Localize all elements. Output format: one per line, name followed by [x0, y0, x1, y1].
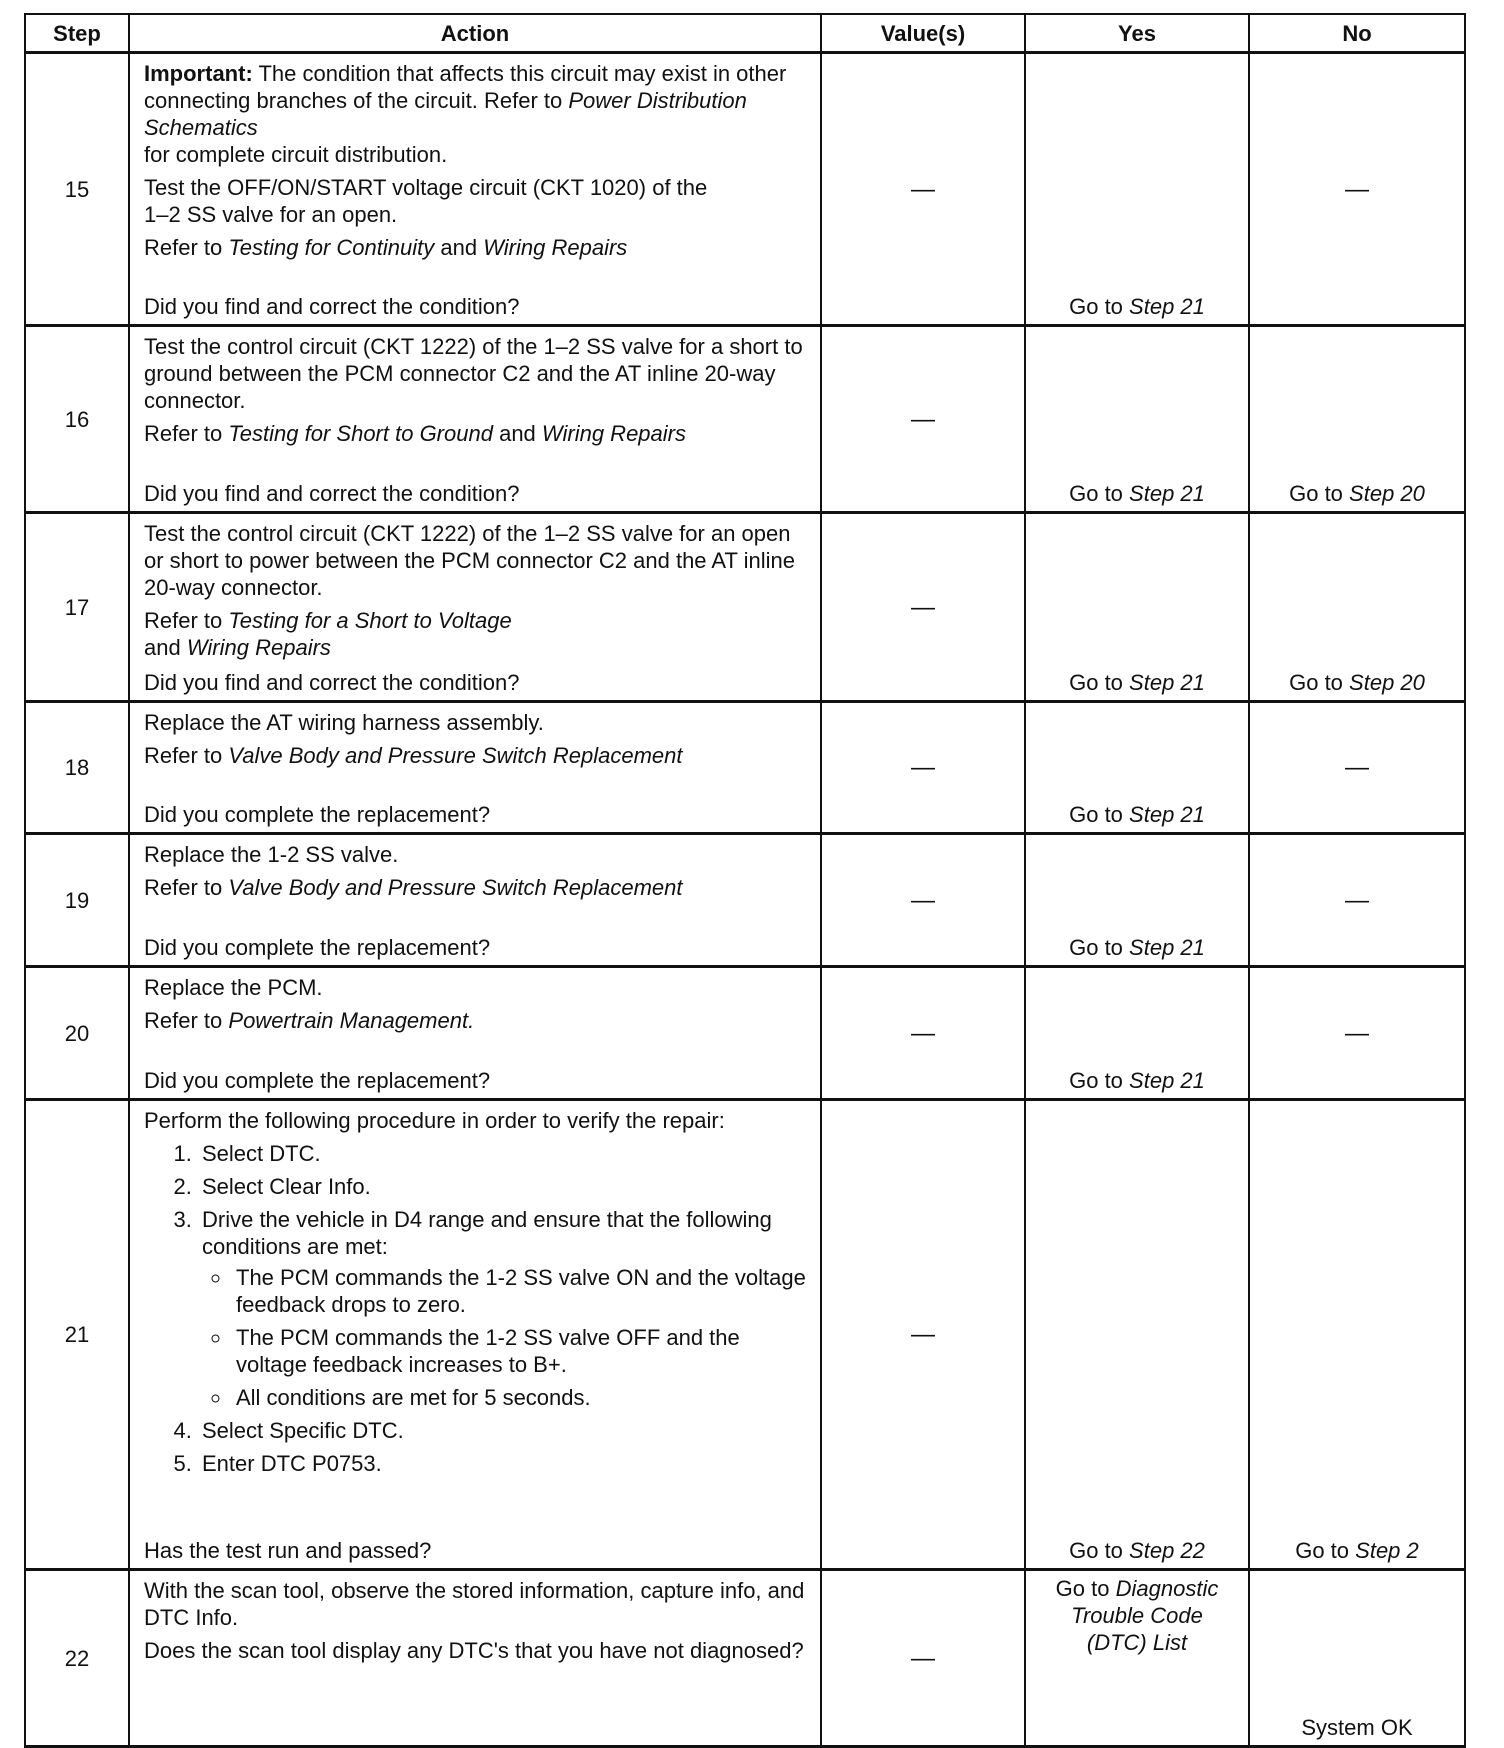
step-number: 19 [25, 834, 129, 967]
table-row-19 [25, 834, 1465, 967]
conditions-list: ◦ The PCM commands the 1-2 SS valve ON and the voltage feedback drops to zero. ◦ The PCM commands the 1-2 SS valve OFF and the voltage feedback increases to B+. ◦ All conditions are met for 5 seconds. [202, 1264, 812, 1411]
value-cell: — [821, 326, 1025, 513]
question: Did you find and correct the condition? [144, 481, 520, 506]
question: Did you find and correct the condition? [144, 670, 520, 695]
header-values: Value(s) [821, 14, 1025, 53]
link-valve-body[interactable]: Valve Body and Pressure Switch Replacement [228, 743, 683, 768]
important-note: Important: The condition that affects this circuit may exist in other connecting branches of the circuit. Refer to Power Distribution Schematics for complete circuit distribution. [144, 61, 787, 167]
no-cell: System OK [1249, 1570, 1465, 1747]
value-cell: — [821, 702, 1025, 834]
action-cell: Important: The condition that affects this circuit may exist in other connecting branches of the circuit. Refer to Power Distribution Schematics for complete circuit distribution. Test the OFF/ON/START voltage circuit (CKT 1020) of the 1–2 SS valve for an open. Refer to Testing for Continuity and Wiring Repairs Did you find and correct the condition? [129, 53, 821, 326]
no-cell: — [1249, 53, 1465, 326]
header-step: Step [25, 14, 129, 53]
no-cell[interactable]: Go to Step 20 [1249, 513, 1465, 702]
yes-cell[interactable]: Go to Step 21 [1025, 967, 1249, 1100]
header-yes: Yes [1025, 14, 1249, 53]
yes-cell[interactable]: Go to Step 22 [1025, 1100, 1249, 1570]
table-row-16 [25, 326, 1465, 513]
table-row-20 [25, 967, 1465, 1100]
step-number: 17 [25, 513, 129, 702]
action-cell: Perform the following procedure in order to verify the repair: 1. Select DTC. 2. Select Clear Info. 3. Drive the vehicle in D4 range and ensure that the following conditions are met: ◦ The PCM commands the 1-2 SS valve ON and the voltage feedback drops to zero. ◦ The PCM commands the 1-2 SS valve OFF and the voltage feedback increases to B+. ◦ All conditions are met for 5 seconds. 4. Select Specific DTC. 5. Enter DTC P0753. Has the test run and passed? [129, 1100, 821, 1570]
step-number: 20 [25, 967, 129, 1100]
value-cell: — [821, 53, 1025, 326]
yes-cell[interactable]: Go to Step 21 [1025, 53, 1249, 326]
step-number: 16 [25, 326, 129, 513]
header-no: No [1249, 14, 1465, 53]
question: Did you complete the replacement? [144, 802, 491, 827]
procedure-list: 1. Select DTC. 2. Select Clear Info. 3. Drive the vehicle in D4 range and ensure that the following conditions are met: ◦ The PCM commands the 1-2 SS valve ON and the voltage feedback drops to zero. ◦ The PCM commands the 1-2 SS valve OFF and the voltage feedback increases to B+. ◦ All conditions are met for 5 seconds. 4. Select Specific DTC. 5. Enter DTC P0753. [144, 1140, 812, 1483]
question: Did you complete the replacement? [144, 935, 491, 960]
table-row-17 [25, 513, 1465, 702]
question: Did you find and correct the condition? [144, 294, 520, 319]
link-valve-body[interactable]: Valve Body and Pressure Switch Replacement [228, 875, 683, 900]
action-cell: Replace the AT wiring harness assembly. Refer to Valve Body and Pressure Switch Replacement Did you complete the replacement? [129, 702, 821, 834]
link-testing-continuity[interactable]: Testing for Continuity [228, 235, 435, 260]
no-cell[interactable]: Go to Step 20 [1249, 326, 1465, 513]
link-short-to-voltage[interactable]: Testing for a Short to Voltage [228, 608, 512, 633]
value-cell: — [821, 967, 1025, 1100]
value-cell: — [821, 1100, 1025, 1570]
no-cell: — [1249, 967, 1465, 1100]
no-cell[interactable]: Go to Step 2 [1249, 1100, 1465, 1570]
link-wiring-repairs[interactable]: Wiring Repairs [186, 635, 331, 660]
table-row-22 [25, 1570, 1465, 1747]
diagnostic-table [24, 13, 1466, 1748]
link-wiring-repairs[interactable]: Wiring Repairs [483, 235, 628, 260]
question: Does the scan tool display any DTC's that you have not diagnosed? [144, 1638, 804, 1663]
no-cell: — [1249, 834, 1465, 967]
action-cell: Test the control circuit (CKT 1222) of the 1–2 SS valve for a short to ground between the PCM connector C2 and the AT inline 20-way connector. Refer to Testing for Short to Ground and Wiring Repairs Did you find and correct the condition? [129, 326, 821, 513]
value-cell: — [821, 513, 1025, 702]
step-number: 22 [25, 1570, 129, 1747]
yes-cell[interactable]: Go to Step 21 [1025, 834, 1249, 967]
question: Has the test run and passed? [144, 1538, 432, 1563]
no-cell: — [1249, 702, 1465, 834]
action-cell: Test the control circuit (CKT 1222) of the 1–2 SS valve for an open or short to power between the PCM connector C2 and the AT inline 20-way connector. Refer to Testing for a Short to Voltage and Wiring Repairs Did you find and correct the condition? [129, 513, 821, 702]
yes-cell[interactable]: Go to Diagnostic Trouble Code (DTC) List [1025, 1570, 1249, 1747]
header-row [25, 14, 1465, 53]
header-action: Action [129, 14, 821, 53]
action-cell: Replace the PCM. Refer to Powertrain Management. Did you complete the replacement? [129, 967, 821, 1100]
yes-cell[interactable]: Go to Step 21 [1025, 513, 1249, 702]
value-cell: — [821, 834, 1025, 967]
table-row-15 [25, 53, 1465, 326]
step-number: 18 [25, 702, 129, 834]
link-power-distribution[interactable]: Power Distribution Schematics [144, 88, 747, 140]
yes-cell[interactable]: Go to Step 21 [1025, 702, 1249, 834]
question: Did you complete the replacement? [144, 1068, 491, 1093]
action-cell: Replace the 1-2 SS valve. Refer to Valve Body and Pressure Switch Replacement Did you complete the replacement? [129, 834, 821, 967]
table-row-21 [25, 1100, 1465, 1570]
link-wiring-repairs[interactable]: Wiring Repairs [541, 421, 686, 446]
link-short-to-ground[interactable]: Testing for Short to Ground [228, 421, 493, 446]
link-powertrain-management[interactable]: Powertrain Management. [228, 1008, 475, 1033]
action-cell: With the scan tool, observe the stored information, capture info, and DTC Info. Does the scan tool display any DTC's that you have not diagnosed? [129, 1570, 821, 1747]
step-number: 15 [25, 53, 129, 326]
step-number: 21 [25, 1100, 129, 1570]
table-row-18 [25, 702, 1465, 834]
yes-cell[interactable]: Go to Step 21 [1025, 326, 1249, 513]
value-cell: — [821, 1570, 1025, 1747]
